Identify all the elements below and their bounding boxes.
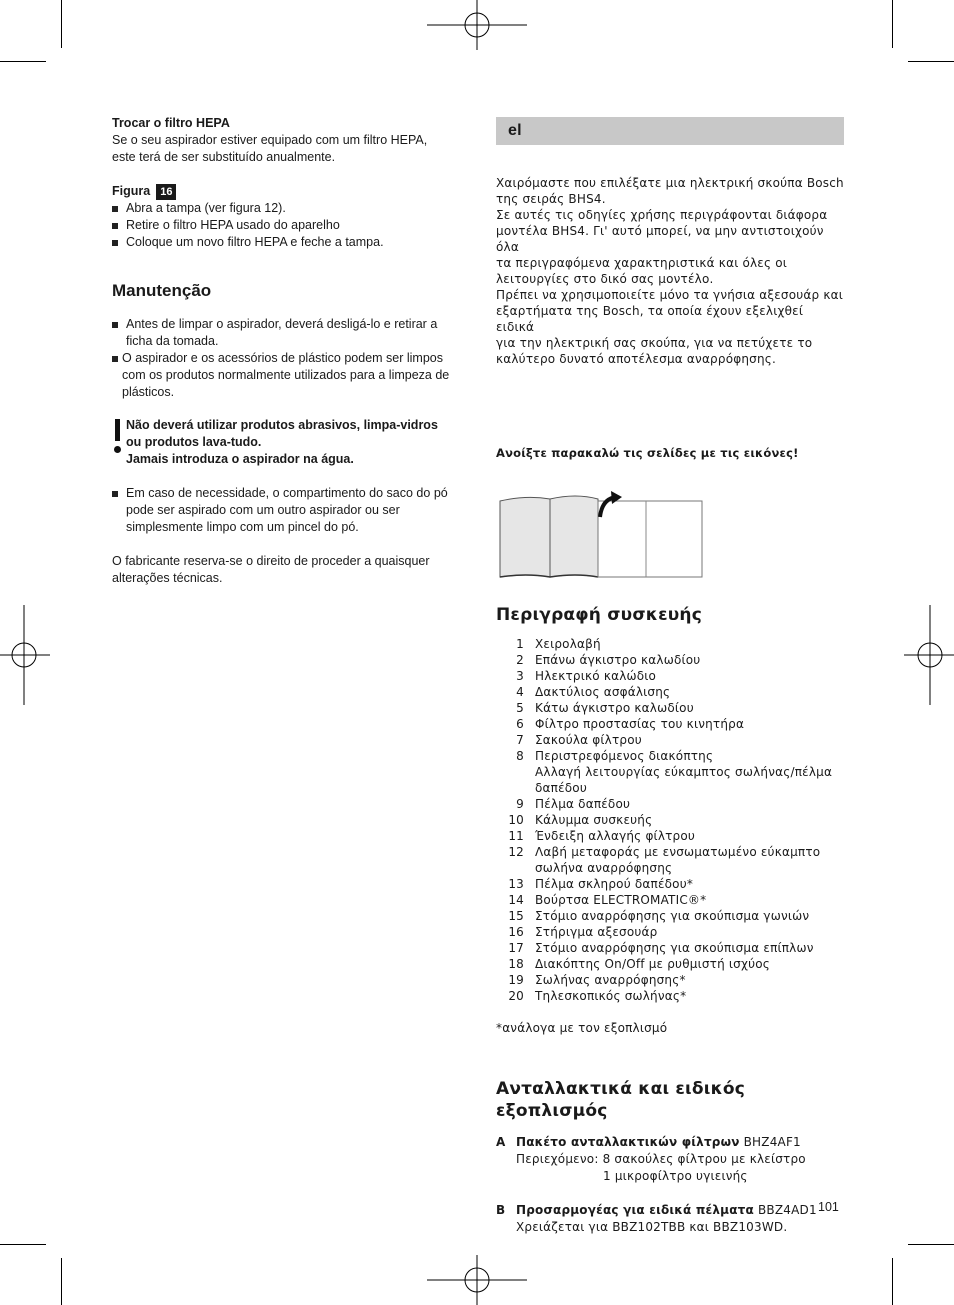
footnote: *ανάλογα με τον εξοπλισμό [496, 1021, 668, 1035]
text-line: ficha da tomada. [126, 334, 219, 348]
list-item: 12 Λαβή μεταφοράς με ενσωματωμένο εύκαμπτο [508, 845, 821, 859]
crop-mark [61, 0, 62, 48]
registration-mark-left [0, 605, 50, 705]
text-line: Σε αυτές τις οδηγίες χρήσης περιγράφονται διάφορα [496, 208, 828, 222]
text-line: μοντέλα BHS4. Γι' αυτό μπορεί, να μην αντιστοιχούν όλα [496, 224, 824, 254]
list-item: 10 Κάλυμμα συσκευής [508, 813, 653, 827]
warning-block [112, 417, 462, 468]
intro-text [496, 175, 844, 367]
list-item: 9 Πέλμα δαπέδου [516, 797, 631, 811]
list-item: 11 Ένδειξη αλλαγής φίλτρου [508, 829, 696, 843]
hepa-text: Se o seu aspirador estiver equipado com um filtro HEPA, [112, 133, 428, 147]
crop-mark [892, 1258, 893, 1305]
text-line: 1 μικροφίλτρο υγιεινής [603, 1169, 748, 1183]
item-title: Πακέτο ανταλλακτικών φίλτρων [516, 1135, 740, 1149]
text-line: λειτουργίες στο δικό σας μοντέλο. [496, 272, 714, 286]
list-item: Abra a tampa (ver figura 12). [112, 200, 462, 217]
list-item: Retire o filtro HEPA usado do aparelho [112, 217, 462, 234]
list-item: 6 Φίλτρο προστασίας του κινητήρα [516, 717, 745, 731]
text-line: simplesmente limpo com um pincel do pó. [126, 520, 359, 534]
warning-line: Jamais introduza o aspirador na água. [126, 452, 354, 466]
text-line: Πρέπει να χρησιμοποιείτε μόνο τα γνήσια αξεσουάρ και [496, 288, 843, 302]
list-item: 2 Επάνω άγκιστρο καλωδίου [516, 653, 701, 667]
text-line: Περιεχόμενο: 8 σακούλες φίλτρου με κλείστρο [516, 1152, 806, 1166]
list-item: 15 Στόμιο αναρρόφησης για σκούπισμα γωνιών [508, 909, 810, 923]
language-bar: el [496, 117, 844, 145]
list-item: σωλήνα αναρρόφησης [535, 861, 673, 875]
crop-mark [892, 0, 893, 48]
list-item: 8 Περιστρεφόμενος διακόπτης [516, 749, 714, 763]
text-line: της σειράς BHS4. [496, 192, 606, 206]
list-item: 18 Διακόπτης On/Off με ρυθμιστή ισχύος [508, 957, 771, 971]
text-line: O aspirador e os acessórios de plástico podem ser limpos [122, 351, 443, 365]
disclaimer [112, 553, 462, 587]
list-item: 3 Ηλεκτρικό καλώδιο [516, 669, 657, 683]
list-item: 14 Βούρτσα ELECTROMATIC®* [508, 893, 707, 907]
registration-mark-top [427, 0, 527, 50]
text-line: O fabricante reserva-se o direito de proceder a quaisquer [112, 554, 430, 568]
text-line: καλύτερο δυνατό αποτέλεσμα αναρρόφησης. [496, 352, 777, 366]
parts-list [496, 636, 844, 1004]
right-column [496, 117, 844, 1236]
list-item: 16 Στήριγμα αξεσουάρ [508, 925, 658, 939]
warning-line: ou produtos lava-tudo. [126, 435, 262, 449]
crop-mark [0, 1244, 46, 1245]
item-code: BHZ4AF1 [743, 1135, 801, 1149]
registration-mark-bottom [427, 1255, 527, 1305]
list-item [112, 485, 462, 536]
list-item: Coloque um novo filtro HEPA e feche a tampa. [112, 234, 462, 251]
figure-number-badge: 16 [156, 184, 176, 200]
text-line: alterações técnicas. [112, 571, 223, 585]
text-line: εξαρτήματα της Bosch, τα οποία έχουν εξελιχθεί ειδικά [496, 304, 804, 334]
crop-mark [0, 61, 46, 62]
spare-item-a [496, 1134, 844, 1185]
figure-ref [112, 183, 462, 200]
list-item: 13 Πέλμα σκληρού δαπέδου* [508, 877, 694, 891]
text-line: plásticos. [122, 385, 175, 399]
text-line: Antes de limpar o aspirador, deverá desligá-lo e retirar a [126, 317, 438, 331]
page-number: 101 [818, 1200, 839, 1214]
list-item: 20 Τηλεσκοπικός σωλήνας* [508, 989, 687, 1003]
list-item: δαπέδου [535, 781, 587, 795]
list-item: 1 Χειρολαβή [516, 637, 601, 651]
open-pages-note: Ανοίξτε παρακαλώ τις σελίδες με τις εικόνες! [496, 446, 799, 460]
figure-label: Figura [112, 184, 151, 198]
hepa-title: Trocar o filtro HEPA [112, 116, 230, 130]
warning-line: Não deverá utilizar produtos abrasivos, limpa-vidros [126, 418, 438, 432]
left-column [112, 115, 462, 587]
registration-mark-right [904, 605, 954, 705]
spares-heading: Ανταλλακτικά και ειδικός εξοπλισμός [496, 1079, 746, 1121]
text-line: Χρειάζεται για BBZ102TBB και BBZ103WD. [516, 1220, 788, 1234]
list-item: 17 Στόμιο αναρρόφησης για σκούπισμα επίπλων [508, 941, 814, 955]
maintenance-heading: Manutenção [112, 281, 212, 300]
open-booklet-icon [496, 491, 706, 583]
text-line: για την ηλεκτρική σας σκούπα, για να πετύχετε το [496, 336, 813, 350]
list-item: 7 Σακούλα φίλτρου [516, 733, 642, 747]
hepa-text: este terá de ser substituído anualmente. [112, 150, 336, 164]
text-line: com os produtos normalmente utilizados para a limpeza de [122, 368, 450, 382]
crop-mark [61, 1258, 62, 1305]
item-letter: B [496, 1203, 506, 1217]
text-line: τα περιγραφόμενα χαρακτηριστικά και όλες οι [496, 256, 788, 270]
list-item: 19 Σωλήνας αναρρόφησης* [508, 973, 686, 987]
list-item: 5 Κάτω άγκιστρο καλωδίου [516, 701, 694, 715]
spare-item-b [496, 1202, 844, 1236]
item-title: Προσαρμογέας για ειδικά πέλματα [516, 1203, 754, 1217]
list-item: Αλλαγή λειτουργίας εύκαμπτος σωλήνας/πέλμα [535, 765, 833, 779]
crop-mark [908, 61, 954, 62]
text-line: Χαιρόμαστε που επιλέξατε μια ηλεκτρική σκούπα Bosch [496, 176, 844, 190]
list-item [112, 316, 462, 350]
text-line: pode ser aspirado com um outro aspirador ou ser [126, 503, 400, 517]
list-item [112, 350, 462, 401]
list-item: 4 Δακτύλιος ασφάλισης [516, 685, 671, 699]
item-letter: A [496, 1135, 506, 1149]
description-heading: Περιγραφή συσκευής [496, 605, 702, 625]
item-code: BBZ4AD1 [757, 1203, 817, 1217]
crop-mark [908, 1244, 954, 1245]
text-line: Em caso de necessidade, o compartimento do saco do pó [126, 486, 448, 500]
